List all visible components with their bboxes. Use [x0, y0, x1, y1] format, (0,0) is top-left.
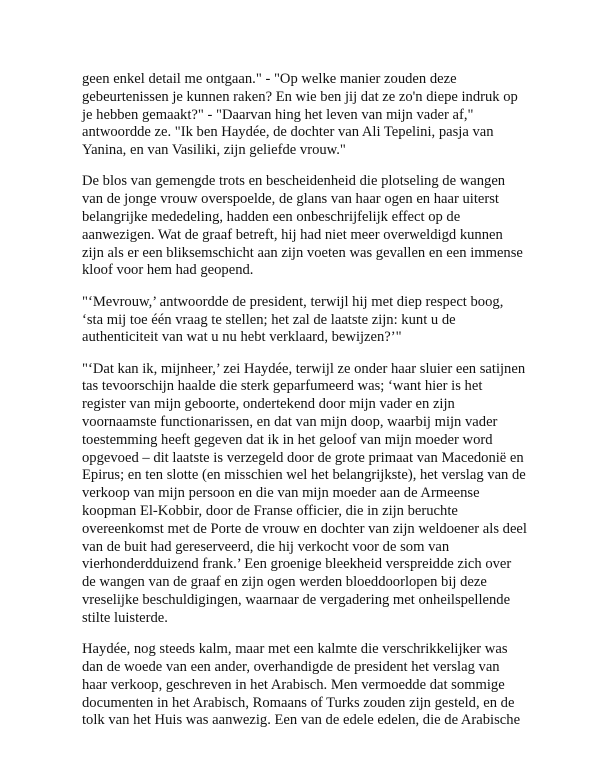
text-line: "‘Dat kan ik, mijnheer,’ zei Haydée, terwijl ze onder haar sluier een satijnen: [82, 360, 526, 377]
paragraph: [82, 361, 528, 628]
text-line: belangrijke mededeling, hadden een onbeschrijfelijk effect op de: [82, 209, 461, 226]
text-line: dan de woede van een ander, overhandigde de president het verslag van: [82, 658, 500, 675]
text-line: De blos van gemengde trots en bescheidenheid die plotseling de wangen: [82, 173, 506, 190]
text-line: haar verkoop, geschreven in het Arabisch. Men vermoedde dat sommige: [82, 676, 505, 693]
text-line: antwoordde ze. "Ik ben Haydée, de dochter van Ali Tepelini, pasja van: [82, 124, 494, 141]
text-line: aanwezigen. Wat de graaf betreft, hij had niet meer overweldigd kunnen: [82, 226, 503, 243]
text-line: Haydée, nog steeds kalm, maar met een kalmte die verschrikkelijker was: [82, 641, 508, 658]
text-line: je hebben gemaakt?" - "Daarvan hing het leven van mijn vader af,": [82, 106, 474, 123]
text-line: de wangen van de graaf en zijn ogen werden bloeddoorlopen bij deze: [82, 574, 487, 591]
text-line: vreselijke beschuldigingen, waarnaar de vergadering met onheilspellende: [82, 592, 511, 609]
text-line: Epirus; en ten slotte (en misschien wel het belangrijkste), het verslag van de: [82, 467, 526, 484]
text-line: verkoop van mijn persoon en die van mijn moeder aan de Armeense: [82, 485, 480, 502]
text-line: tas tevoorschijn haalde die sterk geparfumeerd was; ‘want hier is het: [82, 378, 483, 395]
text-line: tolk van het Huis was aanwezig. Een van de edele edelen, die de Arabische: [82, 712, 521, 729]
paragraph: [82, 641, 528, 730]
text-line: Yanina, en van Vasiliki, zijn geliefde vrouw.": [82, 142, 346, 159]
text-line: gebeurtenissen je kunnen raken? En wie ben jij dat ze zo'n diepe indruk op: [82, 88, 518, 105]
paragraph: [82, 294, 528, 347]
text-line: "‘Mevrouw,’ antwoordde de president, terwijl hij met diep respect boog,: [82, 293, 504, 310]
text-line: toestemming heeft gegeven dat ik in het geloof van mijn moeder word: [82, 431, 493, 448]
paragraph: [82, 173, 528, 280]
text-line: vierhonderdduizend frank.’ Een groenige bleekheid verspreidde zich over: [82, 556, 512, 573]
text-line: van de jonge vrouw overspoelde, de glans van haar ogen en haar uiterst: [82, 191, 499, 208]
text-line: kloof voor hem had geopend.: [82, 262, 254, 279]
text-line: van de buit had gereserveerd, die hij verkocht voor de som van: [82, 538, 450, 555]
text-line: geen enkel detail me ontgaan." - "Op welke manier zouden deze: [82, 71, 457, 87]
text-line: zijn als er een bliksemschicht aan zijn voeten was gevallen en een immense: [82, 244, 523, 261]
text-line: koopman El-Kobbir, door de Franse officier, die in zijn beruchte: [82, 503, 458, 520]
text-line: overeenkomst met de Porte de vrouw en dochter van zijn weldoener als deel: [82, 520, 527, 537]
text-line: stilte luisterde.: [82, 609, 168, 626]
paragraph: [82, 71, 528, 160]
text-line: register van mijn geboorte, ondertekend door mijn vader en zijn: [82, 396, 455, 413]
text-line: authenticiteit van wat u nu hebt verklaard, bewijzen?’": [82, 329, 402, 346]
body-text: [82, 71, 528, 744]
text-line: ‘sta mij toe één vraag te stellen; het zal de laatste zijn: kunt u de: [82, 311, 456, 328]
text-line: documenten in het Arabisch, Romaans of Turks zouden zijn gesteld, en de: [82, 694, 515, 711]
text-line: voornaamste functionarissen, en dat van mijn doop, waarbij mijn vader: [82, 414, 498, 431]
text-line: opgevoed – dit laatste is verzegeld door de grote primaat van Macedonië en: [82, 449, 524, 466]
